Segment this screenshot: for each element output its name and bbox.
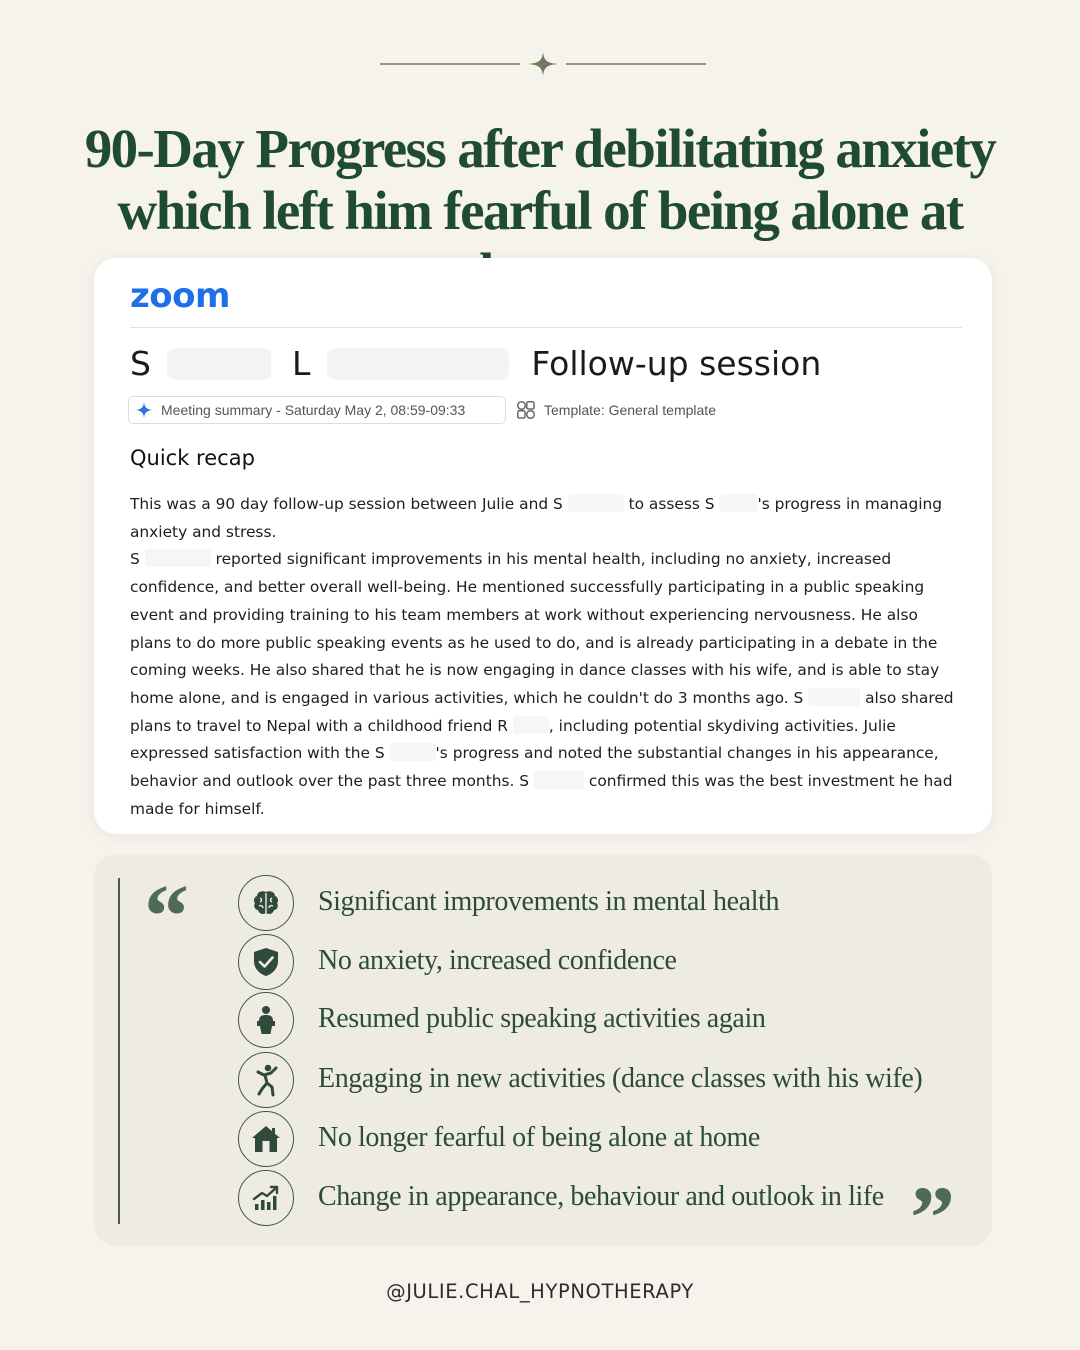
ai-sparkle-icon	[135, 401, 153, 419]
recap-text: 's progress in managing anxiety and stress.	[130, 495, 943, 541]
template-selector[interactable]	[516, 396, 716, 424]
close-quote-mark: ”	[910, 1169, 955, 1268]
ornament-line-left	[380, 63, 520, 65]
brain-icon	[238, 875, 294, 931]
recap-heading: Quick recap	[130, 446, 255, 470]
title-initial-first: S	[130, 344, 151, 383]
redacted-name	[719, 494, 757, 512]
recap-paragraph-1	[130, 491, 960, 546]
redacted-name	[390, 743, 436, 761]
benefit-label: Significant improvements in mental health	[318, 886, 780, 917]
speaker-podium-icon	[238, 992, 294, 1048]
meeting-summary-text: Meeting summary - Saturday May 2, 08:59-09:33	[161, 402, 466, 418]
recap-text: This was a 90 day follow-up session between Julie and S	[130, 495, 563, 513]
recap-text: S	[130, 550, 140, 569]
home-icon	[238, 1111, 294, 1167]
benefit-label: No longer fearful of being alone at home	[318, 1122, 760, 1153]
recap-paragraph-2	[130, 546, 960, 823]
recap-text: confirmed this was the best investment he had made for himself.	[130, 772, 953, 818]
zoom-summary-card	[94, 258, 992, 834]
benefit-item	[238, 875, 898, 931]
redacted-name	[808, 688, 860, 706]
headline-line-1: 90-Day Progress after debilitating anxiety	[84, 118, 996, 179]
top-ornament	[380, 52, 706, 76]
benefit-item	[238, 1111, 898, 1167]
benefit-label: Engaging in new activities (dance classes with his wife)	[318, 1063, 923, 1094]
benefit-label: Change in appearance, behaviour and outlook in life	[318, 1181, 884, 1212]
recap-text: 's progress and noted the substantial changes in his appearance, behavior and outlook over the past three months. S	[130, 744, 939, 791]
template-icon	[516, 400, 536, 420]
divider	[130, 327, 962, 328]
template-text: Template: General template	[544, 402, 716, 418]
headline-line-2: which left him fearful of being alone at	[117, 180, 963, 241]
benefit-item	[238, 1052, 923, 1108]
title-suffix: Follow-up session	[531, 344, 822, 383]
recap-text: , including potential skydiving activities. Julie expressed satisfaction with the S	[130, 716, 896, 763]
recap-text: to assess S	[628, 495, 715, 513]
redacted-name	[568, 494, 624, 512]
recap-text: also shared plans to travel to Nepal with a childhood friend R	[130, 688, 954, 735]
redacted-first-name	[167, 348, 271, 380]
recap-text: reported significant improvements in his mental health, including no anxiety, increased confidence, and better overall well-being. He mentioned successfully participating in a public speaking event and providing training to his team members at work without experiencing nervousness. He also plans to do more public speaking events as he used to do, and is already participating in a debate in the coming weeks. He also shared that he is now engaging in dance classes with his wife, and is able to stay home alone, and is engaged in various activities, which he couldn't do 3 months ago. S	[130, 550, 940, 707]
dancing-person-icon	[238, 1052, 294, 1108]
open-quote-mark: “	[144, 867, 189, 966]
title-initial-last: L	[291, 344, 311, 383]
ornament-line-right	[566, 63, 706, 65]
shield-check-icon	[238, 934, 294, 990]
benefits-panel	[94, 854, 992, 1268]
sparkle-icon	[528, 52, 558, 76]
benefit-label: No anxiety, increased confidence	[318, 945, 677, 976]
benefit-label: Resumed public speaking activities again	[318, 1003, 766, 1034]
redacted-last-name	[327, 348, 509, 380]
benefit-item	[238, 934, 898, 990]
benefit-item	[238, 992, 898, 1048]
quote-rule	[118, 878, 120, 1224]
growth-chart-icon	[238, 1170, 294, 1226]
redacted-name	[534, 771, 584, 789]
zoom-logo: zoom	[130, 276, 230, 316]
benefit-item	[238, 1170, 898, 1226]
session-title	[130, 342, 821, 386]
meeting-summary-badge[interactable]	[128, 396, 506, 424]
instagram-handle[interactable]: @JULIE.CHAL_HYPNOTHERAPY	[386, 1280, 694, 1303]
redacted-name	[145, 549, 211, 567]
redacted-name	[513, 716, 549, 734]
recap-body	[130, 491, 960, 823]
